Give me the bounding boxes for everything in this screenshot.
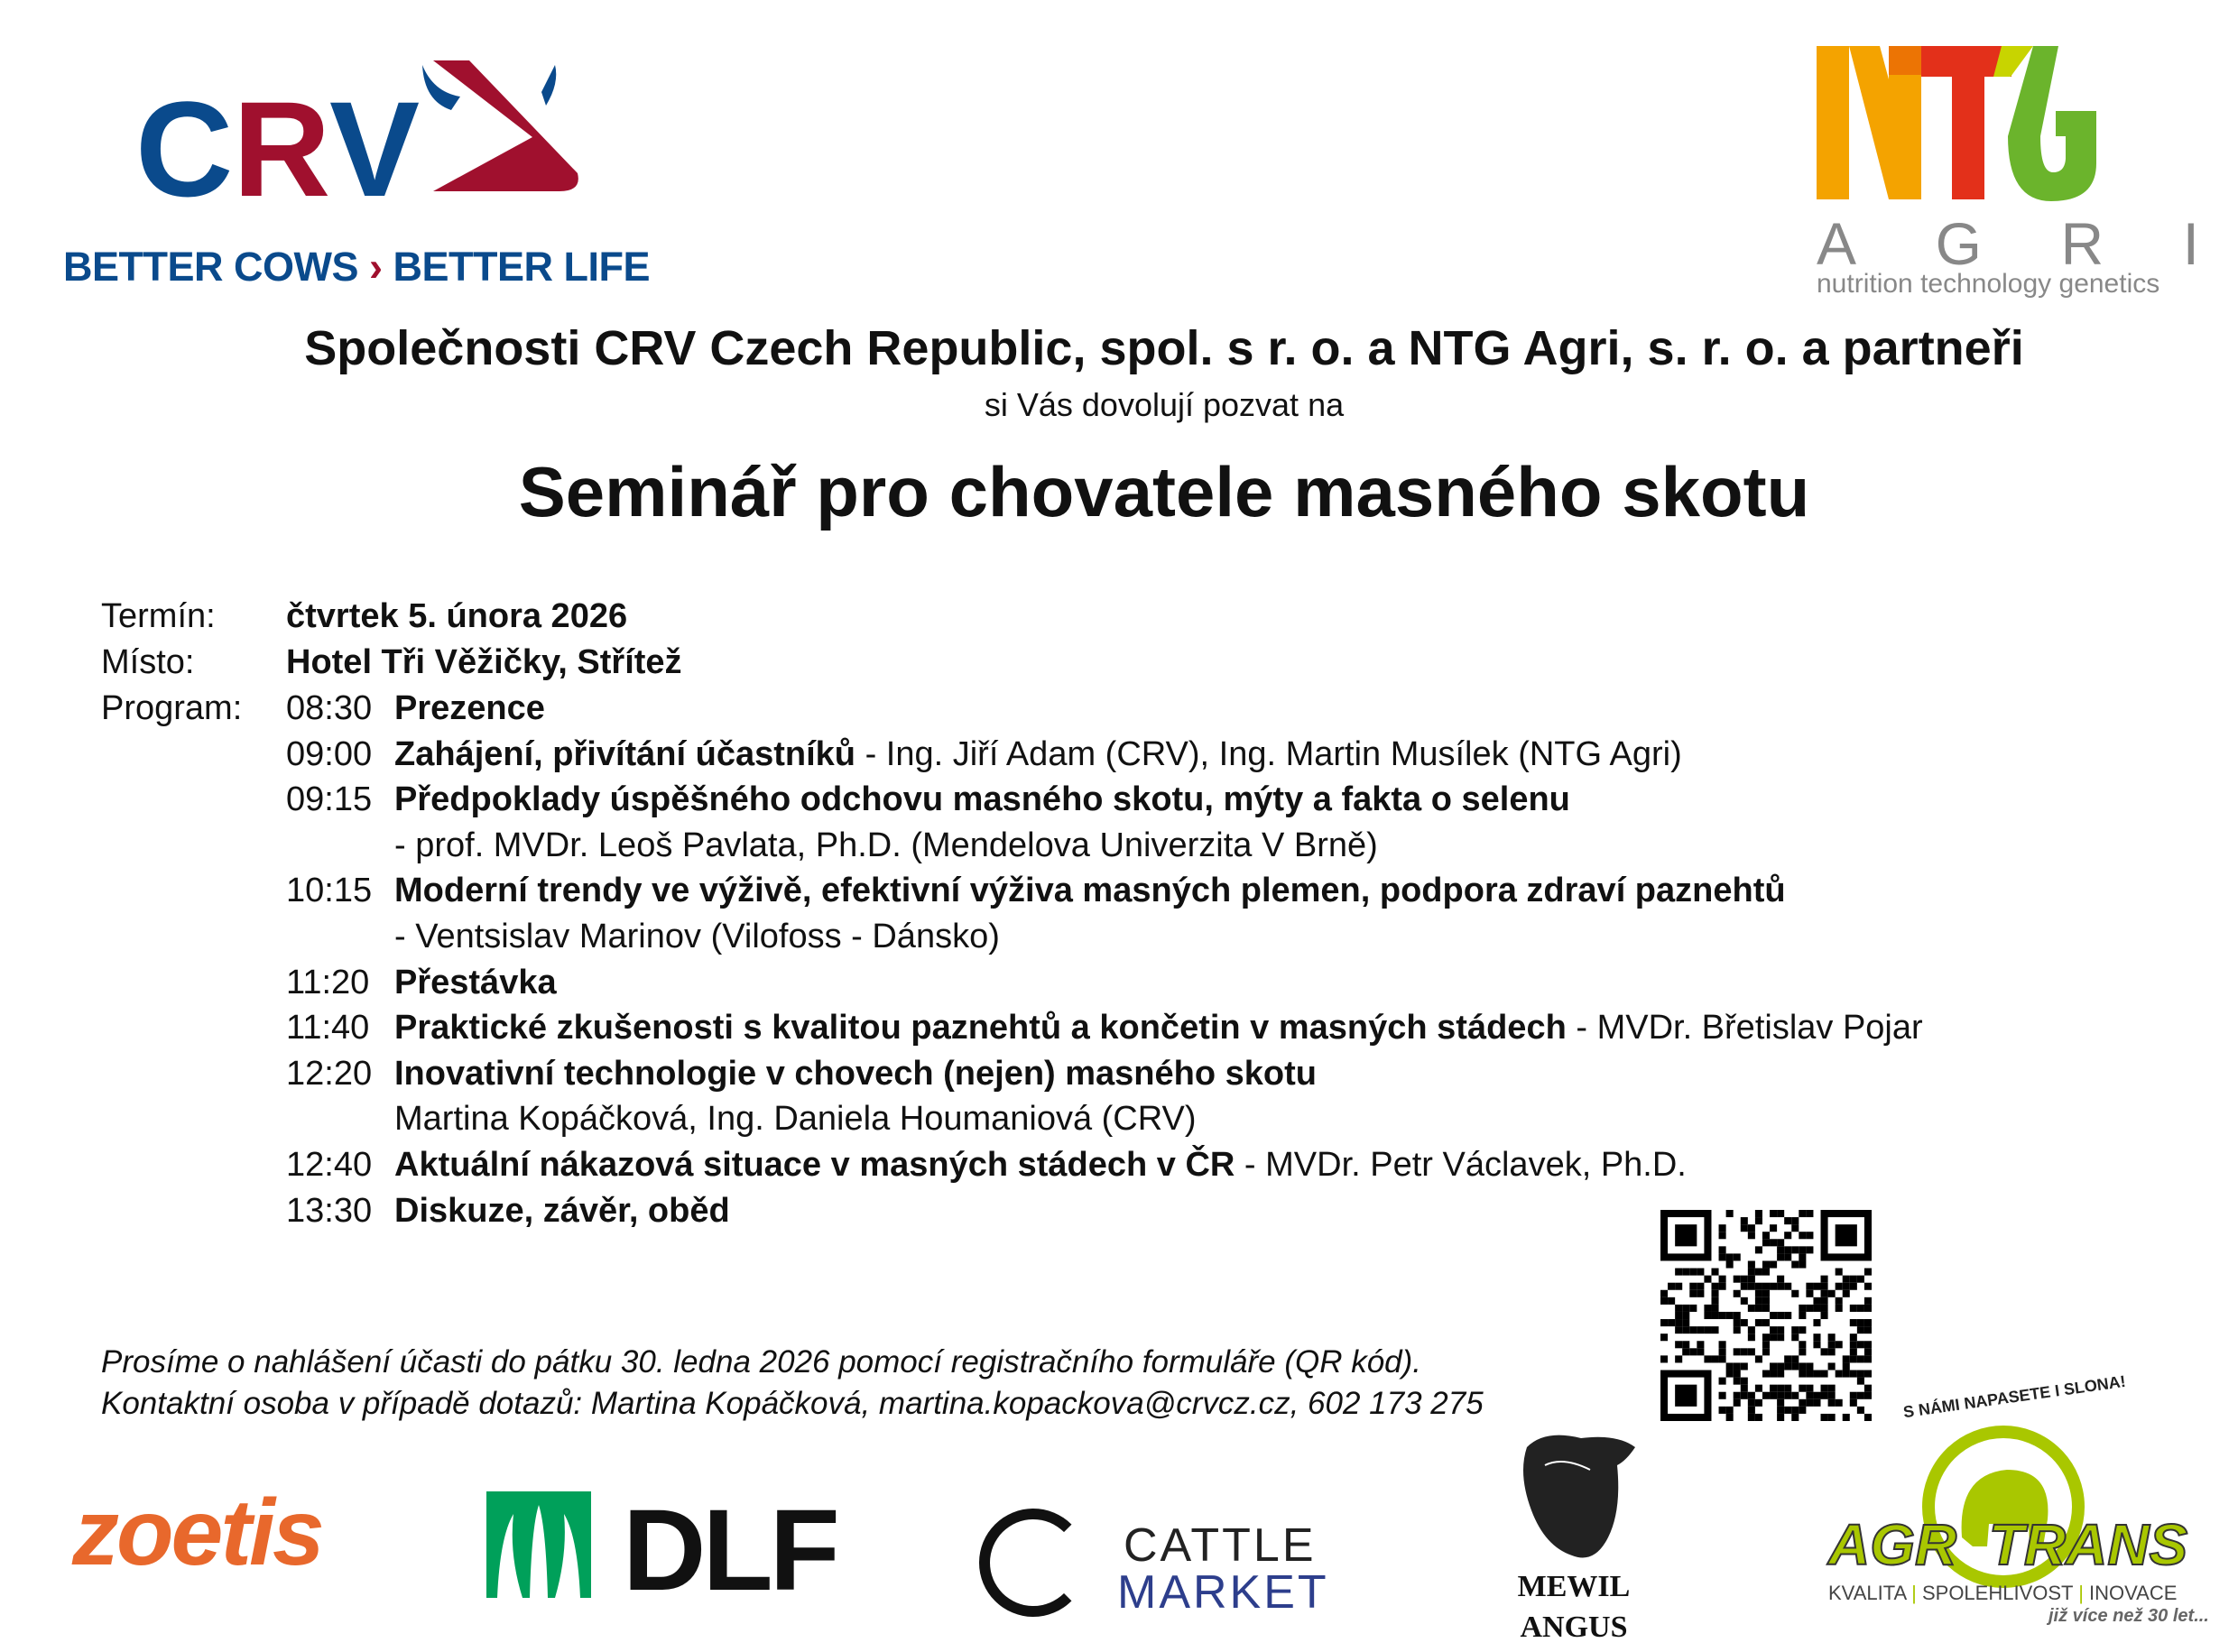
ntg-agri-letter: G bbox=[1935, 210, 1982, 277]
program-item-title: Praktické zkušenosti s kvalitou paznehtů a končetin v masných stádech bbox=[394, 1009, 1567, 1047]
page-title: Seminář pro chovatele masného skotu bbox=[518, 452, 1810, 531]
program-time: 12:20 bbox=[286, 1054, 373, 1093]
program-item-title: Prezence bbox=[394, 689, 545, 727]
registration-qr-code[interactable] bbox=[1660, 1210, 1872, 1421]
program-item-title: Aktuální nákazová situace v masných stádech v ČR bbox=[394, 1146, 1235, 1184]
ntg-logo bbox=[1817, 46, 2199, 201]
crv-tagline-right: BETTER LIFE bbox=[393, 244, 651, 290]
agrotrans-logo: AGR TRANS bbox=[1828, 1512, 2188, 1577]
dlf-logo: DLF bbox=[623, 1486, 837, 1615]
mewil-angus-line1: MEWIL bbox=[1517, 1570, 1631, 1603]
program-item bbox=[394, 686, 545, 731]
date-value: čtvrtek 5. února 2026 bbox=[286, 597, 628, 635]
program-item bbox=[394, 914, 1000, 959]
program-item-speaker: - Ventsislav Marinov (Vilofoss - Dánsko) bbox=[394, 918, 1000, 955]
program-time: 11:20 bbox=[286, 963, 370, 1001]
svg-text:R: R bbox=[233, 73, 326, 205]
program-time: 11:40 bbox=[286, 1009, 370, 1047]
program-item bbox=[394, 960, 557, 1005]
ntg-agri-letter: R bbox=[2060, 210, 2104, 277]
contact-note: Kontaktní osoba v případě dotazů: Martina Kopáčková, martina.kopackova@crvcz.cz, 602 173 275 bbox=[101, 1386, 1484, 1421]
program-item-title: Zahájení, přivítání účastníků bbox=[394, 734, 856, 773]
date-label: Termín: bbox=[101, 597, 216, 635]
program-item bbox=[394, 777, 1570, 822]
program-item-speaker: Martina Kopáčková, Ing. Daniela Houmaniová (CRV) bbox=[394, 1100, 1197, 1139]
program-item-title: Diskuze, závěr, oběd bbox=[394, 1191, 730, 1230]
cattle-market-icon bbox=[979, 1509, 1087, 1617]
ntg-subtitle: nutrition technology genetics bbox=[1817, 269, 2160, 299]
place-label: Místo: bbox=[101, 643, 195, 681]
program-item bbox=[394, 1005, 1923, 1050]
program-item-speaker: - Ing. Jiří Adam (CRV), Ing. Martin Musílek (NTG Agri) bbox=[855, 734, 1682, 773]
agrotrans-tagline: KVALITA | SPOLEHLIVOST | INOVACE bbox=[1828, 1582, 2178, 1604]
program-time: 09:00 bbox=[286, 734, 373, 773]
program-item bbox=[394, 1142, 1687, 1187]
ntg-agri-letter: I bbox=[2182, 210, 2199, 277]
agrotrans-since: již více než 30 let... bbox=[2048, 1606, 2209, 1626]
zoetis-logo: zoetis bbox=[72, 1481, 322, 1585]
mewil-angus-line2: ANGUS bbox=[1520, 1610, 1628, 1644]
crv-logo bbox=[135, 56, 587, 205]
program-time: 09:15 bbox=[286, 780, 373, 819]
angus-bull-icon bbox=[1509, 1429, 1639, 1564]
chevron-right-icon: › bbox=[369, 244, 383, 290]
program-item bbox=[394, 823, 1378, 868]
program-item bbox=[394, 1188, 730, 1233]
program-time: 10:15 bbox=[286, 872, 373, 910]
program-time: 12:40 bbox=[286, 1146, 373, 1184]
program-item-title: Přestávka bbox=[394, 963, 557, 1001]
svg-text:C: C bbox=[135, 73, 228, 205]
agrotrans-tag-item: SPOLEHLIVOST bbox=[1921, 1582, 2074, 1604]
ntg-agri-wordmark bbox=[1817, 209, 2199, 278]
cattle-market-line2: MARKET bbox=[1117, 1566, 1329, 1619]
place-value: Hotel Tři Věžičky, Střítež bbox=[286, 643, 682, 681]
registration-note: Prosíme o nahlášení účasti do pátku 30. ledna 2026 pomocí registračního formuláře (QR kód). bbox=[101, 1344, 1422, 1380]
program-item bbox=[394, 732, 1682, 777]
program-item-title: Inovativní technologie v chovech (nejen) masného skotu bbox=[394, 1054, 1317, 1093]
program-item-speaker: - MVDr. Petr Václavek, Ph.D. bbox=[1235, 1146, 1687, 1184]
program-item-speaker: - prof. MVDr. Leoš Pavlata, Ph.D. (Mendelova Univerzita V Brně) bbox=[394, 826, 1378, 864]
crv-tagline bbox=[63, 244, 650, 291]
program-item bbox=[394, 1051, 1317, 1096]
dlf-grass-icon bbox=[486, 1491, 591, 1598]
ntg-agri-letter: A bbox=[1817, 210, 1857, 277]
program-item bbox=[394, 1096, 1197, 1141]
program-item-speaker: - MVDr. Břetislav Pojar bbox=[1566, 1009, 1923, 1047]
invite-text: si Vás dovolují pozvat na bbox=[984, 386, 1345, 423]
cattle-market-line1: CATTLE bbox=[1124, 1519, 1317, 1572]
svg-text:V: V bbox=[329, 73, 421, 205]
program-time: 08:30 bbox=[286, 689, 373, 727]
program-item-title: Moderní trendy ve výživě, efektivní výživa masných plemen, podpora zdraví paznehtů bbox=[394, 872, 1786, 910]
organizers-heading: Společnosti CRV Czech Republic, spol. s r. o. a NTG Agri, s. r. o. a partneři bbox=[304, 321, 2024, 375]
program-label: Program: bbox=[101, 689, 243, 727]
program-item bbox=[394, 868, 1786, 913]
program-time: 13:30 bbox=[286, 1191, 373, 1230]
program-item-title: Předpoklady úspěšného odchovu masného skotu, mýty a fakta o selenu bbox=[394, 780, 1570, 819]
agrotrans-slogan: S NÁMI NAPASETE I SLONA! bbox=[1901, 1371, 2127, 1422]
crv-tagline-left: BETTER COWS bbox=[63, 244, 358, 290]
agrotrans-tag-item: KVALITA bbox=[1828, 1582, 1907, 1604]
agrotrans-tag-item: INOVACE bbox=[2089, 1582, 2178, 1604]
